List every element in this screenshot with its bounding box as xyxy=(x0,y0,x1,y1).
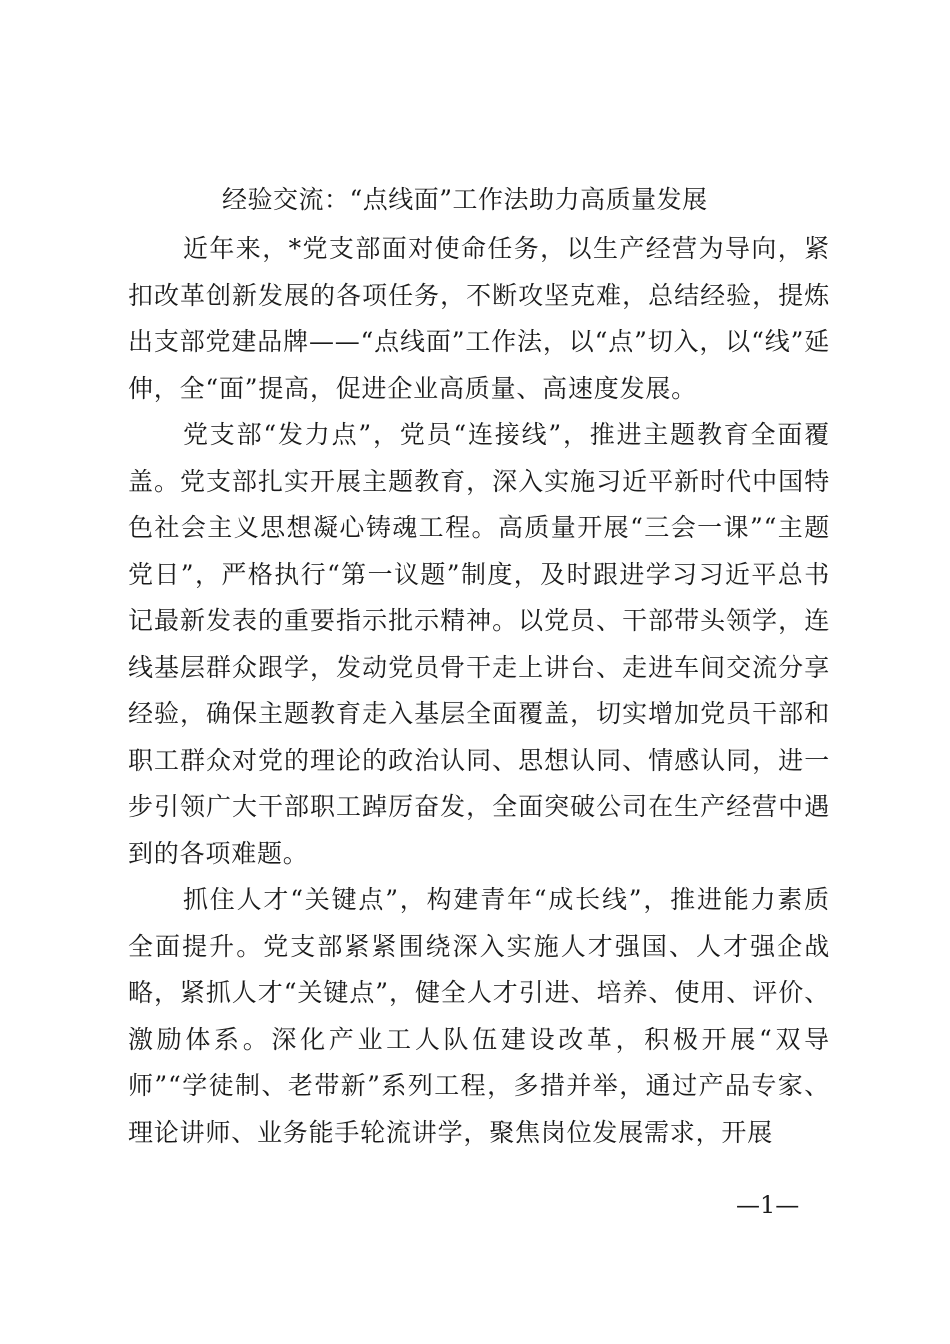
document-title: 经验交流：“点线面”工作法助力高质量发展 xyxy=(222,185,708,214)
page-number: —1— xyxy=(736,1191,800,1219)
paragraph-intro: 近年来，*党支部面对使命任务，以生产经营为导向，紧扣改革创新发展的各项任务，不断攻坚克难，总结经验，提炼出支部党建品牌——“点线面”工作法，以“点”切入，以“线”延伸，全“面”提高，促进企业高质量、高速度发展。 xyxy=(128,234,830,403)
document-body xyxy=(128,226,830,1156)
paragraph-theme-education: 党支部“发力点”，党员“连接线”，推进主题教育全面覆盖。党支部扎实开展主题教育，深入实施习近平新时代中国特色社会主义思想凝心铸魂工程。高质量开展“三会一课”“主题党日”，严格执行“第一议题”制度，及时跟进学习习近平总书记最新发表的重要指示批示精神。以党员、干部带头领学，连线基层群众跟学，发动党员骨干走上讲台、走进车间交流分享经验，确保主题教育走入基层全面覆盖，切实增加党员干部和职工群众对党的理论的政治认同、思想认同、情感认同，进一步引领广大干部职工踔厉奋发，全面突破公司在生产经营中遇到的各项难题。 xyxy=(128,420,830,868)
paragraph-talent: 抓住人才“关键点”，构建青年“成长线”，推进能力素质全面提升。党支部紧紧围绕深入实施人才强国、人才强企战略，紧抓人才“关键点”，健全人才引进、培养、使用、评价、激励体系。深化产业工人队伍建设改革，积极开展“双导师”“学徒制、老带新”系列工程，多措并举，通过产品专家、理论讲师、业务能手轮流讲学，聚焦岗位发展需求，开展 xyxy=(128,885,830,1147)
